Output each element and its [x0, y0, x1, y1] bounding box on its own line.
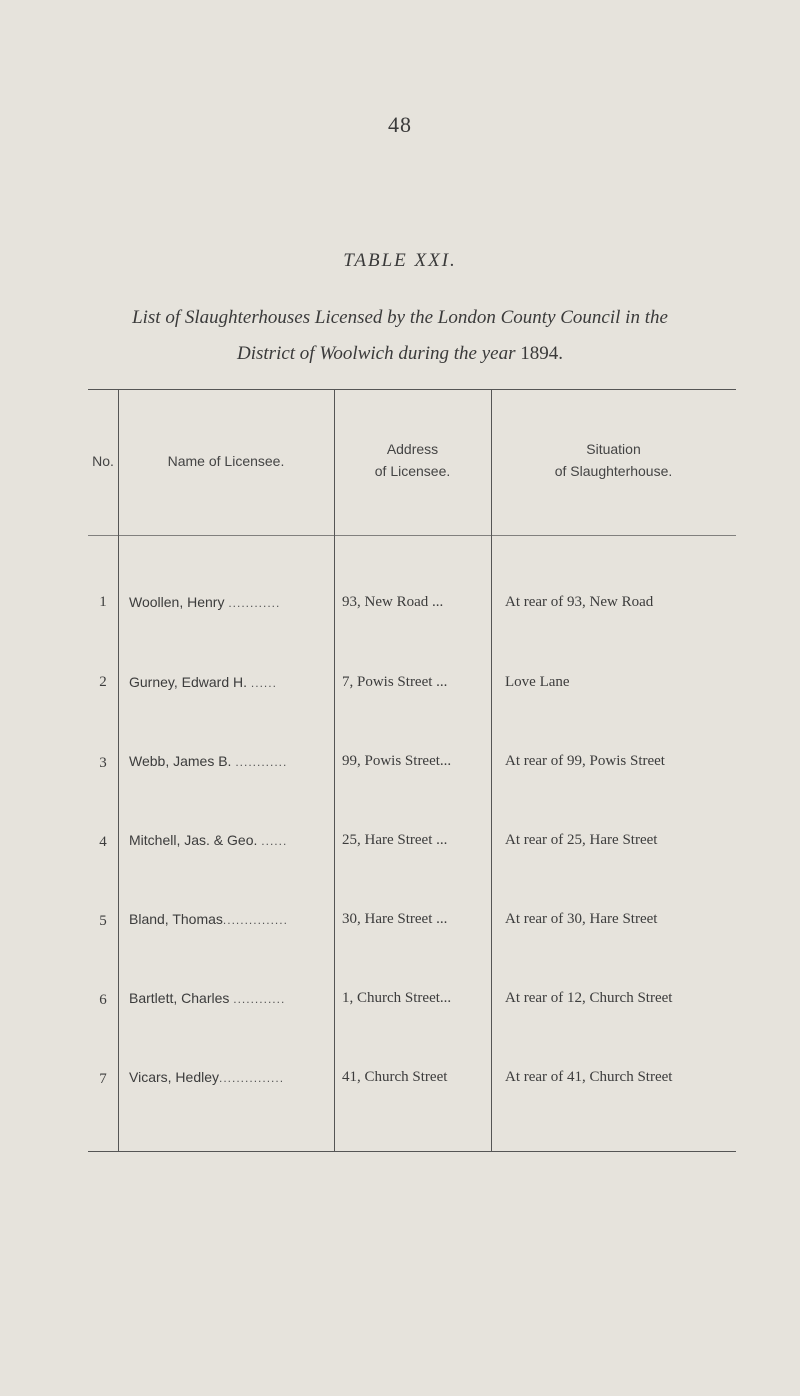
table-top-rule [88, 389, 736, 390]
table-caption [0, 300, 800, 372]
licensee-name [129, 753, 287, 769]
slaughterhouse-situation: At rear of 12, Church Street [505, 990, 673, 1006]
slaughterhouse-situation: At rear of 25, Hare Street [505, 832, 658, 848]
caption-line-2 [0, 336, 800, 372]
licensee-address: 30, Hare Street ... [342, 911, 448, 927]
licensee-name [129, 832, 287, 848]
leader-dots: ............... [222, 913, 288, 927]
licensee-name-text: Woollen, Henry [129, 594, 225, 610]
leader-dots: ............ [233, 992, 286, 1006]
licensee-address: 41, Church Street [342, 1069, 448, 1085]
leader-dots: ...... [261, 834, 288, 848]
leader-dots: ............... [219, 1071, 285, 1085]
leader-dots: ............ [228, 596, 281, 610]
licensee-address: 25, Hare Street ... [342, 832, 448, 848]
column-divider-3 [491, 389, 492, 1151]
leader-dots: ............ [235, 755, 288, 769]
header-situation-line-2: of Slaughterhouse. [554, 463, 673, 479]
header-address-line-1: Address [386, 441, 439, 457]
licensee-name [129, 674, 277, 690]
licensee-name-text: Vicars, Hedley [129, 1069, 220, 1085]
licensee-name-text: Mitchell, Jas. & Geo. [129, 832, 258, 848]
header-bottom-rule [88, 535, 736, 536]
slaughterhouse-situation: At rear of 99, Powis Street [505, 753, 665, 769]
row-number: 5 [99, 913, 107, 929]
row-number: 1 [99, 594, 107, 610]
licensee-name [129, 911, 288, 927]
column-divider-1 [118, 389, 119, 1151]
header-address-line-2: of Licensee. [374, 463, 451, 479]
page-number: 48 [388, 112, 412, 137]
licensee-name-text: Bartlett, Charles [129, 990, 230, 1006]
header-name: Name of Licensee. [167, 453, 285, 469]
row-number: 3 [99, 755, 107, 771]
slaughterhouse-situation: At rear of 30, Hare Street [505, 911, 658, 927]
header-no: No. [92, 453, 114, 469]
row-number: 6 [99, 992, 107, 1008]
licensee-name-text: Bland, Thomas [129, 911, 223, 927]
licensee-name [129, 594, 280, 610]
licensee-address: 93, New Road ... [342, 594, 444, 610]
caption-year: 1894. [520, 343, 563, 364]
leader-dots: ...... [250, 676, 277, 690]
column-divider-2 [334, 389, 335, 1151]
table-bottom-rule [88, 1151, 736, 1152]
slaughterhouse-situation: Love Lane [505, 674, 570, 690]
licensee-address: 1, Church Street... [342, 990, 452, 1006]
caption-line-1: List of Slaughterhouses Licensed by the London County Council in the [132, 307, 668, 328]
licensee-name-text: Webb, James B. [129, 753, 232, 769]
header-situation-line-1: Situation [586, 441, 641, 457]
licensee-name-text: Gurney, Edward H. [129, 674, 248, 690]
row-number: 7 [99, 1071, 107, 1087]
slaughterhouse-situation: At rear of 41, Church Street [505, 1069, 673, 1085]
slaughterhouse-situation: At rear of 93, New Road [505, 594, 654, 610]
header-address [334, 438, 491, 482]
caption-line-2-text: District of Woolwich during the year [237, 343, 516, 364]
row-number: 4 [99, 834, 107, 850]
table-title: TABLE XXI. [343, 250, 457, 271]
licensee-name [129, 1069, 284, 1085]
licensee-address: 7, Powis Street ... [342, 674, 448, 690]
licensee-address: 99, Powis Street... [342, 753, 452, 769]
header-situation [491, 438, 736, 482]
licensee-name [129, 990, 285, 1006]
row-number: 2 [99, 674, 107, 690]
